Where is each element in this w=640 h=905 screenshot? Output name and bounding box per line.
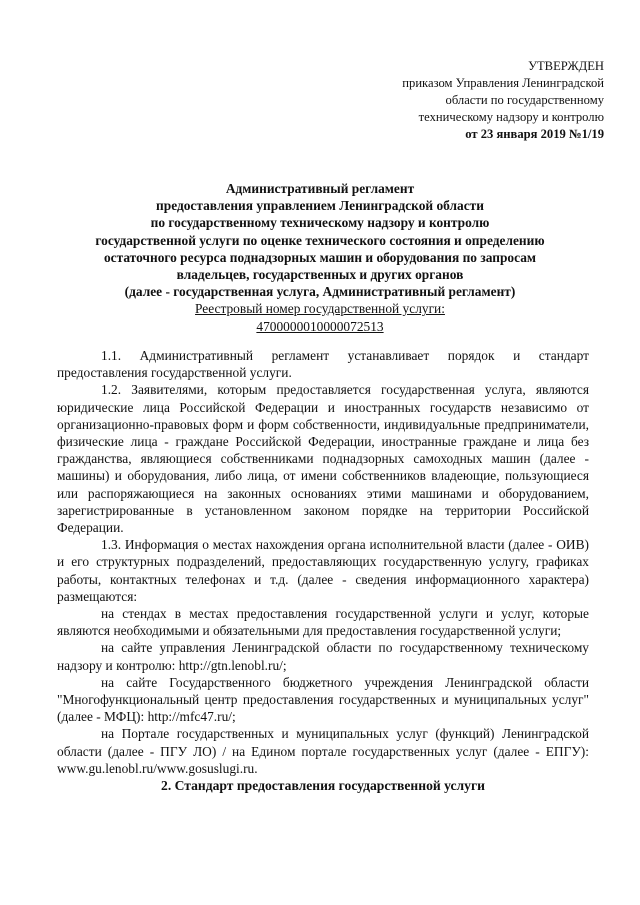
section-heading: 2. Стандарт предоставления государственной услуги — [161, 778, 485, 794]
approval-order-line: приказом Управления Ленинградской — [402, 76, 604, 90]
title-line-1: Административный регламент — [225, 181, 415, 196]
paragraph-1-1: 1.1. Административный регламент устанавливает порядок и стандарт предоставления государственной услуги. — [57, 348, 589, 381]
paragraph-1-2: 1.2. Заявителями, которым предоставляется государственная услуга, являются юридические лица Российской Федерации и иностранных государств независимо от организационно-правовых форм и форм собственности, индивидуальные предприниматели, физические лица - граждане Российской Федерации, иностранные граждане и лица без гражданства, являющиеся собственниками поднадзорных самоходных машин (далее - машины) и оборудования, либо лица, от имени собственников владеющие, пользующиеся или распоряжающиеся на законных основаниях этими машинами и оборудованием, зарегистрированные в установленном законом порядке на территории Российской Федерации. — [57, 382, 589, 536]
document-title — [60, 180, 580, 335]
paragraph-1-3: 1.3. Информация о местах нахождения органа исполнительной власти (далее - ОИВ) и его структурных подразделений, предоставляющих государственную услугу, графиках работы, контактных телефонах и т.д. (далее - сведения информационного характера) размещаются: — [57, 537, 589, 604]
approval-authority-line: области по государственному — [445, 93, 604, 107]
paragraph-gtn-site: на сайте управления Ленинградской области по государственному техническому надзору и контролю: http://gtn.lenobl.ru/; — [57, 640, 589, 673]
title-line-3: по государственному техническому надзору и контролю — [150, 215, 490, 231]
paragraph-portal: на Портале государственных и муниципальных услуг (функций) Ленинградской области (далее - ПГУ ЛО) / на Едином портале государственных услуг (далее - ЕПГУ): www.gu.lenobl.ru/www.gosuslugi.ru. — [57, 726, 589, 776]
approval-date: от 23 января 2019 №1/19 — [465, 127, 604, 141]
document-body — [57, 347, 589, 794]
title-line-5: остаточного ресурса поднадзорных машин и оборудования по запросам — [103, 249, 537, 265]
approval-authority-line-2: техническому надзору и контролю — [418, 110, 604, 124]
registry-label: Реестровый номер государственной услуги: — [195, 301, 445, 317]
paragraph-stands: на стендах в местах предоставления государственной услуги и услуг, которые являются необходимыми и обязательными для предоставления государственной услуги; — [57, 606, 589, 639]
title-line-6: владельцев, государственных и других органов — [176, 267, 464, 283]
registry-number: 4700000010000072513 — [256, 318, 384, 334]
title-line-2: предоставления управлением Ленинградской области — [156, 198, 484, 214]
approval-stamp — [344, 58, 604, 143]
title-line-7: (далее - государственная услуга, Административный регламент) — [124, 284, 516, 300]
title-line-4: государственной услуги по оценке технического состояния и определению — [95, 232, 545, 248]
approval-title: УТВЕРЖДЕН — [528, 59, 604, 73]
paragraph-mfc-site: на сайте Государственного бюджетного учреждения Ленинградской области "Многофункциональный центр предоставления государственных и муниципальных услуг" (далее - МФЦ): http://mfc47.ru/; — [57, 674, 589, 725]
